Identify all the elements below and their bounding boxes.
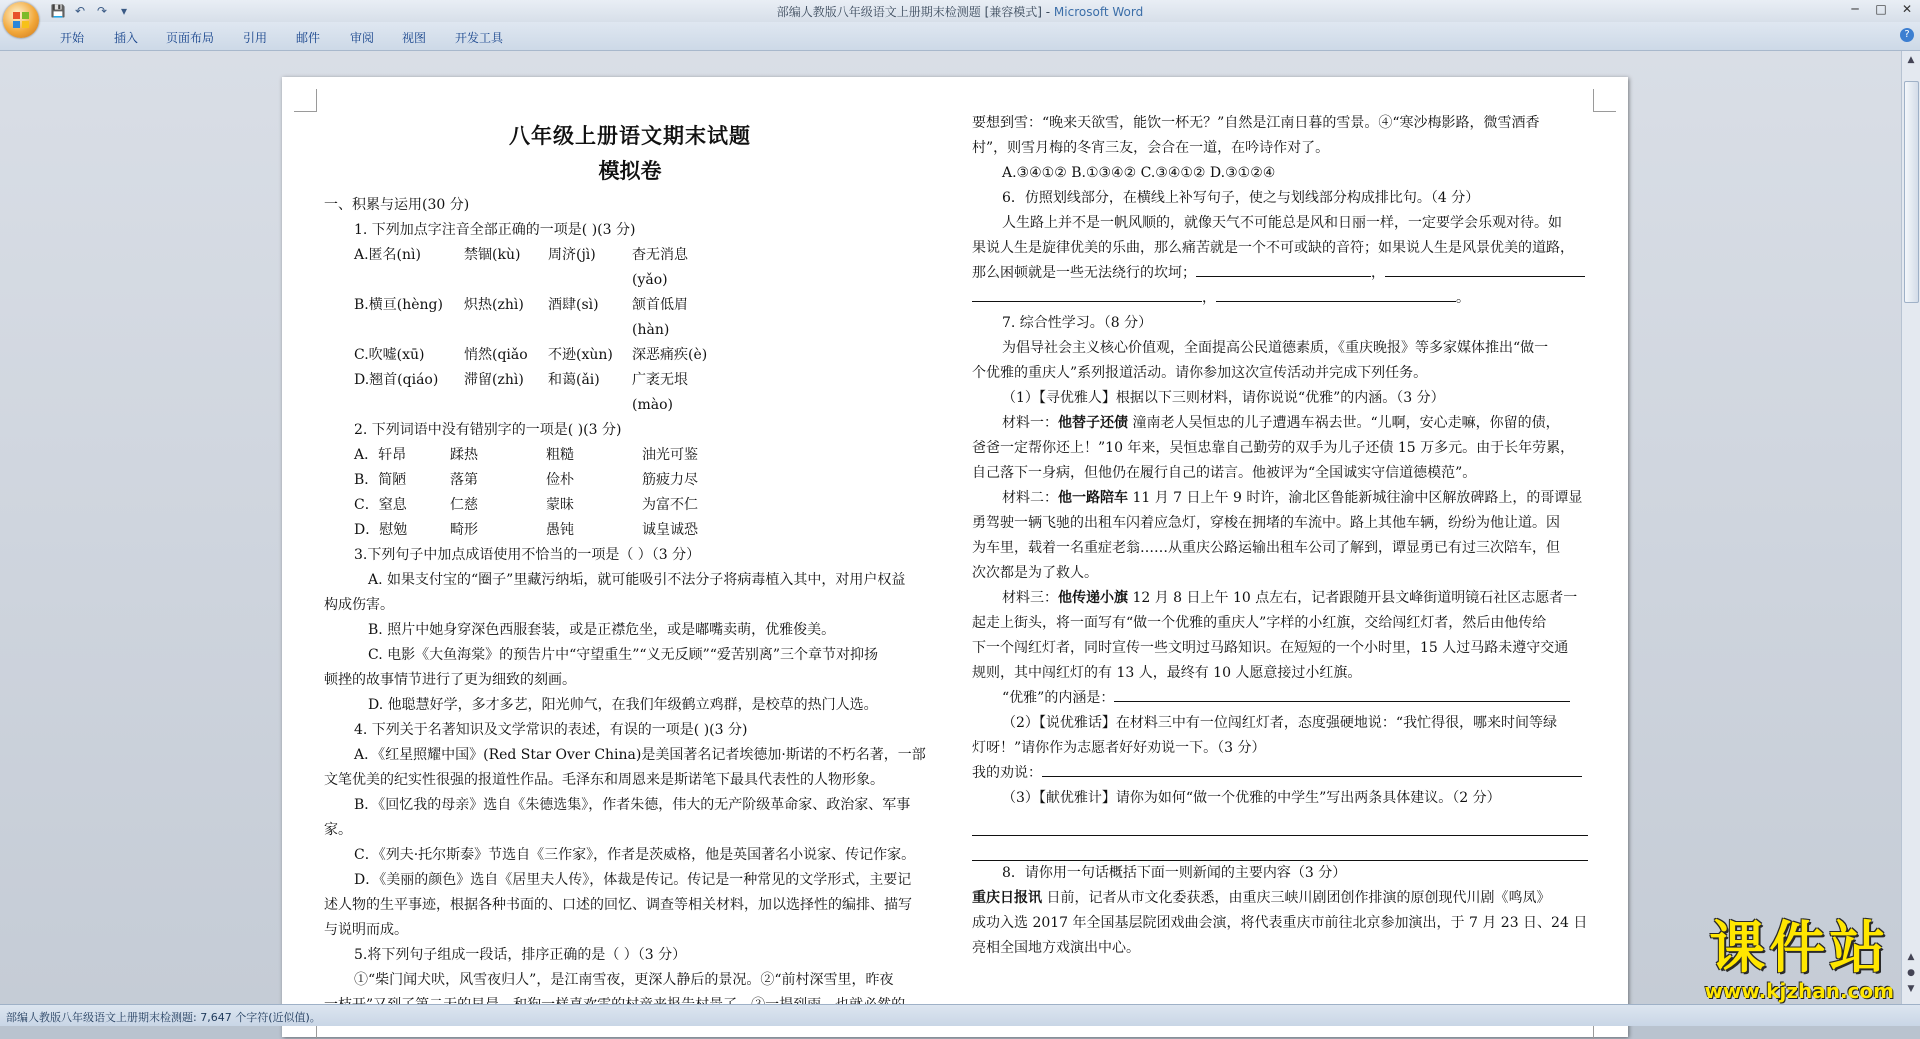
material-2-cont: 勇驾驶一辆飞驰的出租车闪着应急灯，穿梭在拥堵的车流中。路上其他车辆，纷纷为他让道。因 (972, 515, 1560, 531)
q4-option-d-cont: 与说明而成。 (324, 922, 408, 938)
q7-advice-line: 我的劝说： (972, 761, 1588, 786)
question-6: 6．仿照划线部分，在横线上补写句子，使之与划线部分构成排比句。（4 分） (1002, 190, 1480, 206)
q7-subquestion-2-cont: 灯呀！”请你作为志愿者好好劝说一下。（3 分） (972, 740, 1266, 756)
ribbon-tab-bar (0, 22, 1920, 51)
tab-page-layout[interactable]: 页面布局 (166, 31, 215, 45)
watermark-logo-text: 课件站 (1709, 916, 1890, 981)
q3-option-b: B. 照片中她身穿深色西服套装，或是正襟危坐，或是嘟嘴卖萌，优雅俊美。 (368, 622, 836, 638)
q4-option-a-cont: 文笔优美的纪实性很强的报道性作品。毛泽东和周恩来是斯诺笔下最具代表性的人物形象。 (324, 772, 884, 788)
crop-mark (1593, 89, 1616, 112)
help-icon[interactable]: ? (1900, 28, 1914, 42)
material-3-cont: 下一个闯红灯者，同时宣传一些文明过马路知识。在短短的一个小时里，15 人过马路未遵守交通 (972, 640, 1569, 656)
word-count-status[interactable]: 部编人教版八年级语文上册期末检测题: 7,647 个字符(近似值)。 (6, 1011, 321, 1024)
document-title: 八年级上册语文期末试题 (509, 123, 751, 148)
q1-option-row: B.横亘(hèng) 炽热(zhì) 酒肆(sì) 颔首低眉(hàn) (354, 297, 688, 338)
q6-passage-blank-line: 那么困顿就是一些无法绕行的坎坷； ， (972, 261, 1588, 286)
question-8: 8．请你用一句话概括下面一则新闻的主要内容（3 分） (1002, 865, 1347, 881)
crop-mark (294, 89, 317, 112)
answer-blank[interactable] (1216, 287, 1456, 302)
q7-passage-cont: 个优雅的重庆人”系列报道活动。请你参加这次宣传活动并完成下列任务。 (972, 365, 1428, 381)
tab-references[interactable]: 引用 (243, 31, 268, 45)
q4-option-c: C．《列夫·托尔斯泰》节选自《三作家》，作者是茨威格，他是英国著名小说家、传记作家。 (354, 847, 916, 863)
q7-subquestion-1: （1）【寻优雅人】根据以下三则材料，请你说说“优雅”的内涵。（3 分） (1002, 390, 1445, 406)
q7-answer-line: “优雅”的内涵是： (972, 686, 1588, 711)
material-1-cont: 爸爸一定帮你还上！”10 年来，吴恒忠靠自己勤劳的双手为儿子还债 15 万多元。由于长年劳累， (972, 440, 1575, 456)
q6-blank-line: ， 。 (972, 286, 1588, 311)
q2-option-row: B．简陋 落第 俭朴 筋疲力尽 (354, 472, 698, 488)
document-name: 部编人教版八年级语文上册期末检测题 [兼容模式] - (776, 5, 1054, 19)
q2-option-row: D．慰勉 畸形 愚钝 诚皇诚恐 (354, 522, 698, 538)
q4-option-a: A．《红星照耀中国》(Red Star Over China)是美国著名记者埃德加·斯诺的不朽名著，一部 (354, 747, 926, 763)
answer-line[interactable] (972, 836, 1588, 861)
redo-icon[interactable]: ↷ (96, 4, 108, 18)
prev-page-icon[interactable]: ▲ (1907, 952, 1915, 962)
q5-passage: ①“柴门闻犬吠，风雪夜归人”，是江南雪夜，更深人静后的景况。②“前村深雪里，昨夜 (354, 972, 894, 988)
browse-object-icon[interactable]: ● (1907, 968, 1915, 978)
material-3: 材料三：他传递小旗 12 月 8 日上午 10 点左右，记者跟随开县文峰街道明镜石社区志愿者一 (1002, 590, 1578, 606)
q7-subquestion-2: （2）【说优雅话】在材料三中有一位闯红灯者，态度强硬地说：“我忙得很，哪来时间等绿 (1002, 715, 1558, 731)
close-button[interactable]: ✕ (1901, 2, 1913, 16)
q4-option-b: B．《回忆我的母亲》选自《朱德选集》，作者朱德，伟大的无产阶级革命家、政治家、军事 (354, 797, 911, 813)
q5-passage-cont: 要想到雪：“晚来天欲雪，能饮一杯无？”自然是江南日暮的雪景。④“寒沙梅影路，微雪酒香 (972, 115, 1540, 131)
minimize-button[interactable]: ─ (1851, 2, 1859, 16)
q3-option-d: D. 他聪慧好学，多才多艺，阳光帅气，在我们年级鹤立鸡群，是校草的热门人选。 (368, 697, 878, 713)
q3-option-c: C. 电影《大鱼海棠》的预告片中“守望重生”“义无反顾”“爱苦别离”三个章节对抑扬 (368, 647, 879, 663)
answer-blank[interactable] (1114, 687, 1570, 702)
question-1: 1. 下列加点字注音全部正确的一项是( )(3 分) (354, 222, 636, 238)
office-button[interactable] (3, 2, 39, 38)
answer-blank[interactable] (1042, 762, 1582, 777)
left-column (324, 111, 936, 1018)
office-logo-icon (12, 11, 30, 29)
material-2-cont: 次次都是为了救人。 (972, 565, 1098, 581)
q2-option-row: A．轩昂 蹂热 粗糙 油光可鉴 (354, 447, 698, 463)
q3-option-c-cont: 顿挫的故事情节进行了更为细致的刻画。 (324, 672, 576, 688)
q1-option-row: D.翘首(qiáo) 滞留(zhì) 和蔼(ǎi) 广袤无垠(mào) (354, 372, 688, 413)
q7-subquestion-3: （3）【献优雅计】请你为如何“做一个优雅的中学生”写出两条具体建议。（2 分） (1002, 790, 1501, 806)
tab-home[interactable]: 开始 (60, 31, 85, 45)
q5-passage-cont: 村”，则雪月梅的冬宵三友，会合在一道，在吟诗作对了。 (972, 140, 1330, 156)
save-icon[interactable]: 💾 (50, 4, 66, 18)
q8-passage: 重庆日报讯 日前，记者从市文化委获悉，由重庆三峡川剧团创作排演的原创现代川剧《鸣凤》 (972, 890, 1551, 906)
title-bar (0, 0, 1920, 22)
answer-line[interactable] (972, 811, 1588, 836)
question-7: 7. 综合性学习。（8 分） (1002, 315, 1153, 331)
q4-option-b-cont: 家。 (324, 822, 352, 838)
answer-blank[interactable] (972, 287, 1202, 302)
material-3-cont: 规则，其中闯红灯的有 13 人，最终有 10 人愿意接过小红旗。 (972, 665, 1362, 681)
app-name: Microsoft Word (1053, 5, 1144, 19)
maximize-button[interactable]: □ (1875, 2, 1887, 16)
tab-view[interactable]: 视图 (402, 31, 427, 45)
answer-blank[interactable] (1385, 262, 1585, 277)
material-2-cont: 为车里，载着一名重症老翁……从重庆公路运输出租车公司了解到，谭显勇已有过三次陪车，但 (972, 540, 1560, 556)
tab-insert[interactable]: 插入 (114, 31, 139, 45)
q3-option-a-cont: 构成伤害。 (324, 597, 394, 613)
q2-option-row: C．窒息 仁慈 蒙昧 为富不仁 (354, 497, 698, 513)
section-heading: 一、积累与运用(30 分) (324, 197, 470, 213)
q8-passage-cont: 亮相全国地方戏演出中心。 (972, 940, 1140, 956)
undo-icon[interactable]: ↶ (74, 4, 86, 18)
status-bar (0, 1004, 1920, 1026)
customize-icon[interactable]: ▾ (120, 4, 128, 18)
tab-mailings[interactable]: 邮件 (296, 31, 321, 45)
material-2: 材料二：他一路陪车 11 月 7 日上午 9 时许，渝北区鲁能新城往渝中区解放碑路上，的哥谭显 (1002, 490, 1583, 506)
q1-option-row: A.匿名(nì) 禁锢(kù) 周济(jì) 杳无消息(yǎo) (354, 247, 688, 288)
right-column (972, 111, 1588, 961)
material-1-cont: 自己落下一身病，但他仍在履行自己的诺言。他被评为“全国诚实守信道德模范”。 (972, 465, 1477, 481)
question-3: 3.下列句子中加点成语使用不恰当的一项是（ ）（3 分） (354, 547, 701, 563)
q5-options: A.③④①② B.①③④② C.③④①② D.③①②④ (1002, 165, 1276, 181)
material-1: 材料一：他替子还债 潼南老人吴恒忠的儿子遭遇车祸去世。“儿啊，安心走嘛，你留的债， (1002, 415, 1560, 431)
watermark-url: www.kjzhan.com (1704, 979, 1894, 1003)
document-subtitle: 模拟卷 (598, 158, 662, 183)
question-2: 2. 下列词语中没有错别字的一项是( )(3 分) (354, 422, 622, 438)
scroll-thumb[interactable] (1904, 81, 1919, 303)
question-5: 5.将下列句子组成一段话，排序正确的是（ ）（3 分） (354, 947, 687, 963)
question-4: 4. 下列关于名著知识及文学常识的表述，有误的一项是( )(3 分) (354, 722, 748, 738)
answer-blank[interactable] (1196, 262, 1371, 277)
q1-option-row: C.吹嘘(xū) 悄然(qiǎo 不逊(xùn) 深恶痛疾(è) (354, 347, 708, 363)
document-workspace (0, 51, 1902, 1004)
site-watermark (1704, 916, 1894, 1003)
q6-passage: 人生路上并不是一帆风顺的，就像天气不可能总是风和日丽一样，一定要学会乐观对待。如 (1002, 215, 1562, 231)
vertical-scrollbar[interactable] (1901, 51, 1920, 1004)
q4-option-d-cont: 述人物的生平事迹，根据各种书面的、口述的回忆、调查等相关材料，加以选择性的编排、描写 (324, 897, 912, 913)
document-page[interactable] (282, 77, 1628, 1037)
scroll-up-icon[interactable]: ▲ (1907, 55, 1915, 65)
window-controls (1842, 0, 1920, 18)
next-page-icon[interactable]: ▼ (1907, 984, 1915, 994)
tab-review[interactable]: 审阅 (350, 31, 375, 45)
q3-option-a: A. 如果支付宝的“圈子”里藏污纳垢，就可能吸引不法分子将病毒植入其中，对用户权益 (368, 572, 906, 588)
window-title (0, 3, 1920, 20)
q4-option-d: D．《美丽的颜色》选自《居里夫人传》，体裁是传记。传记是一种常见的文学形式，主要记 (354, 872, 912, 888)
q7-passage: 为倡导社会主义核心价值观，全面提高公民道德素质，《重庆晚报》等多家媒体推出“做一 (1002, 340, 1549, 356)
q6-passage-cont: 果说人生是旋律优美的乐曲，那么痛苦就是一个不可或缺的音符；如果说人生是风景优美的道路， (972, 240, 1574, 256)
q8-passage-cont: 成功入选 2017 年全国基层院团戏曲会演，将代表重庆市前往北京参加演出，于 7 月 23 日、24 日 (972, 915, 1588, 931)
material-3-cont: 起走上街头，将一面写有“做一个优雅的重庆人”字样的小红旗，交给闯红灯者，然后由他传给 (972, 615, 1547, 631)
tab-developer[interactable]: 开发工具 (455, 31, 504, 45)
